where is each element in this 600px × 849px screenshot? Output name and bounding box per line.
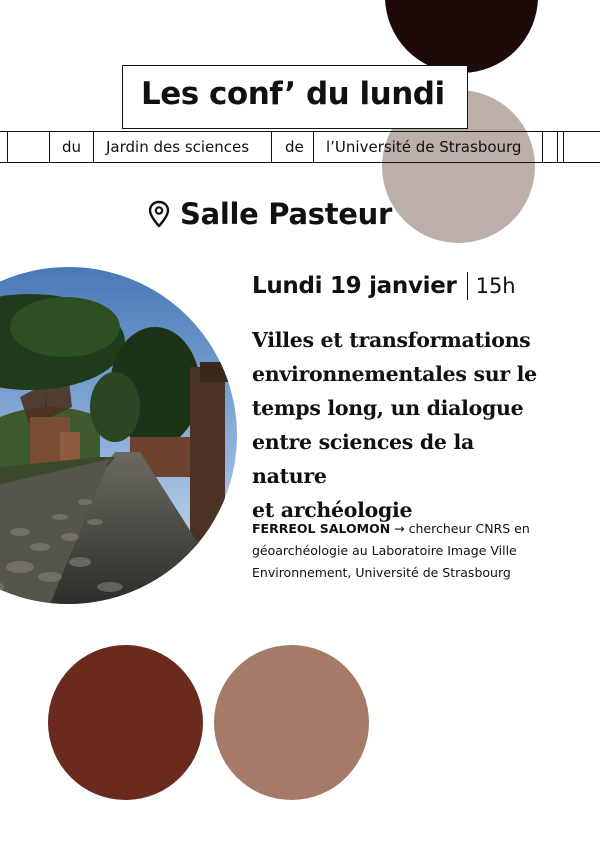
talk-title-line: environnementales sur le	[252, 362, 537, 386]
talk-title-line: entre sciences de la nature	[252, 430, 474, 488]
banner-text-de: de	[285, 138, 304, 156]
talk-title-line: temps long, un dialogue	[252, 396, 524, 420]
event-date: Lundi 19 janvier	[252, 273, 457, 299]
ancient-road-photo	[0, 267, 237, 604]
series-title: Les conf’ du lundi	[122, 65, 468, 129]
talk-title	[252, 323, 552, 527]
talk-title-line: Villes et transformations	[252, 328, 531, 352]
speaker-info	[252, 518, 562, 584]
talk-title-line: et archéologie	[252, 498, 413, 522]
location-pin-icon	[148, 200, 170, 228]
date-time-separator	[467, 272, 468, 300]
speaker-affiliation: Environnement, Université de Strasbourg	[252, 565, 511, 580]
decorative-circle-mauve	[214, 645, 369, 800]
speaker-affiliation: géoarchéologie au Laboratoire Image Ville	[252, 543, 517, 558]
arrow-icon: →	[394, 521, 405, 536]
venue-label: Salle Pasteur	[180, 197, 392, 231]
speaker-name: FERREOL SALOMON	[252, 521, 391, 536]
banner-text-jardin: Jardin des sciences	[106, 138, 250, 156]
venue	[148, 197, 392, 231]
banner-text-universite: l’Université de Strasbourg	[326, 138, 522, 156]
event-date-time	[252, 272, 516, 300]
event-time: 15h	[475, 274, 516, 298]
subtitle-banner	[0, 131, 600, 163]
speaker-role: chercheur CNRS en	[408, 521, 530, 536]
decorative-circle-rust	[48, 645, 203, 800]
decorative-circle-dark	[385, 0, 538, 73]
banner-text-du: du	[62, 138, 82, 156]
